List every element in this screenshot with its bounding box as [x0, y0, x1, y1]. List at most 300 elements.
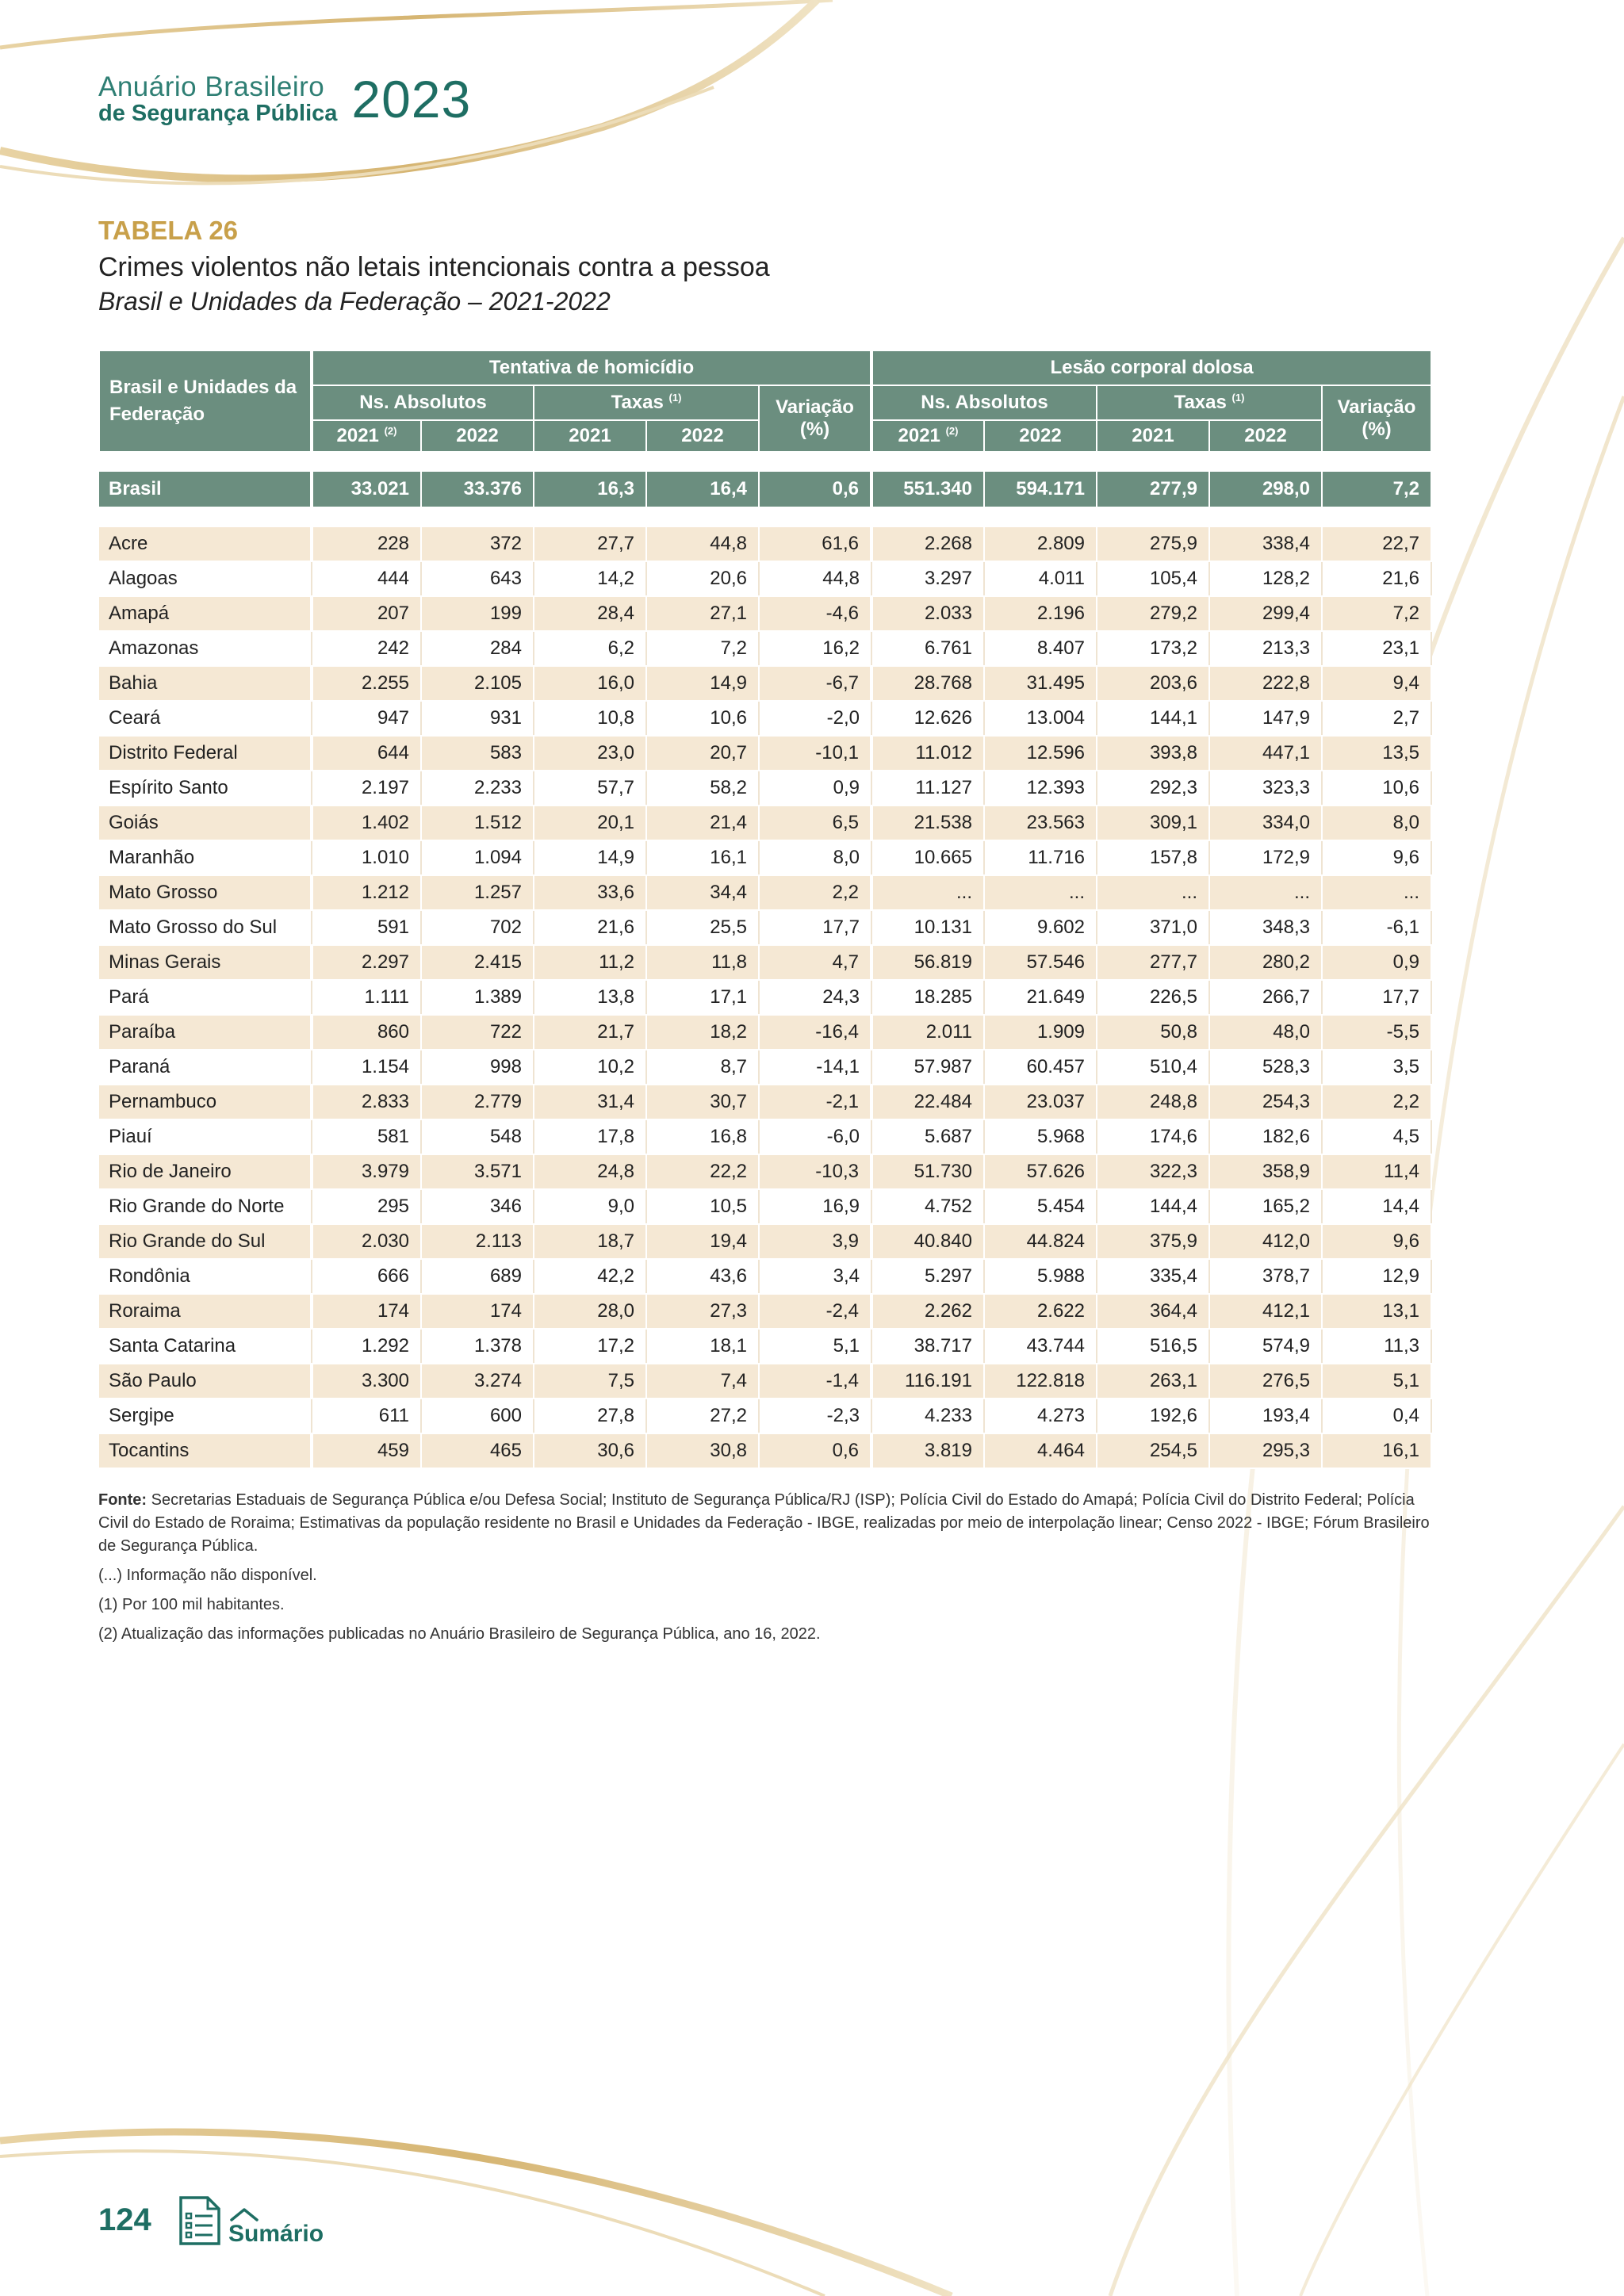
- group-header-tentativa: Tentativa de homicídio: [312, 350, 871, 385]
- table-cell: 644: [312, 736, 421, 771]
- table-title: Crimes violentos não letais intencionais contra a pessoa: [98, 252, 770, 282]
- table-cell: 18.285: [871, 980, 984, 1015]
- table-cell: 18,1: [646, 1329, 759, 1364]
- table-cell: -2,3: [759, 1399, 871, 1433]
- table-cell: 3.274: [421, 1364, 534, 1399]
- table-cell: 277,9: [1097, 472, 1209, 507]
- table-cell: 372: [421, 527, 534, 561]
- corner-header: Brasil e Unidades da Federação: [99, 350, 312, 452]
- table-cell: -5,5: [1322, 1015, 1431, 1050]
- table-cell: 11,8: [646, 945, 759, 980]
- table-cell: 44,8: [759, 561, 871, 596]
- table-cell: 931: [421, 701, 534, 736]
- table-cell: 30,7: [646, 1085, 759, 1119]
- table-cell: 20,6: [646, 561, 759, 596]
- table-cell: 10,6: [1322, 771, 1431, 806]
- table-cell: 364,4: [1097, 1294, 1209, 1329]
- table-cell: 0,6: [759, 1433, 871, 1468]
- table-cell: 4.752: [871, 1189, 984, 1224]
- table-cell: 56.819: [871, 945, 984, 980]
- row-label: São Paulo: [99, 1364, 312, 1399]
- row-label: Pernambuco: [99, 1085, 312, 1119]
- table-cell: 11,2: [534, 945, 646, 980]
- table-cell: 2.197: [312, 771, 421, 806]
- table-cell: 16,3: [534, 472, 646, 507]
- table-row: [99, 561, 1431, 596]
- table-cell: 5.297: [871, 1259, 984, 1294]
- table-cell: 173,2: [1097, 631, 1209, 666]
- table-cell: 1.402: [312, 806, 421, 840]
- table-cell: -6,1: [1322, 910, 1431, 945]
- table-subtitle: Brasil e Unidades da Federação – 2021-2022: [98, 287, 611, 316]
- table-cell: 8.407: [984, 631, 1097, 666]
- row-label: Rio de Janeiro: [99, 1154, 312, 1189]
- row-label: Amapá: [99, 596, 312, 631]
- table-cell: 9.602: [984, 910, 1097, 945]
- table-cell: 44.824: [984, 1224, 1097, 1259]
- table-cell: 643: [421, 561, 534, 596]
- table-cell: 28,0: [534, 1294, 646, 1329]
- table-cell: 20,1: [534, 806, 646, 840]
- table-cell: 7,2: [1322, 472, 1431, 507]
- table-cell: 21.649: [984, 980, 1097, 1015]
- row-label: Minas Gerais: [99, 945, 312, 980]
- table-row: [99, 1189, 1431, 1224]
- table-cell: 0,9: [759, 771, 871, 806]
- table-cell: 5,1: [759, 1329, 871, 1364]
- table-cell: 14,9: [534, 840, 646, 875]
- table-row: [99, 1329, 1431, 1364]
- table-cell: 57.626: [984, 1154, 1097, 1189]
- table-cell: 284: [421, 631, 534, 666]
- table-cell: 9,0: [534, 1189, 646, 1224]
- table-cell: 375,9: [1097, 1224, 1209, 1259]
- table-cell: 3.979: [312, 1154, 421, 1189]
- row-label: Brasil: [99, 472, 312, 507]
- subheader-abs-1: Ns. Absolutos: [312, 385, 534, 420]
- table-cell: 16,1: [1322, 1433, 1431, 1468]
- spacer-cell: [99, 507, 1431, 527]
- table-cell: 6,2: [534, 631, 646, 666]
- table-row: [99, 1050, 1431, 1085]
- crime-table: [98, 350, 1432, 1469]
- table-cell: 11.716: [984, 840, 1097, 875]
- table-cell: 165,2: [1209, 1189, 1322, 1224]
- table-cell: 3.819: [871, 1433, 984, 1468]
- table-cell: 182,6: [1209, 1119, 1322, 1154]
- table-cell: 28.768: [871, 666, 984, 701]
- table-row: [99, 945, 1431, 980]
- table-cell: 22,2: [646, 1154, 759, 1189]
- table-cell: 323,3: [1209, 771, 1322, 806]
- table-cell: 583: [421, 736, 534, 771]
- table-cell: 1.154: [312, 1050, 421, 1085]
- table-cell: 666: [312, 1259, 421, 1294]
- table-cell: 6.761: [871, 631, 984, 666]
- table-row: [99, 875, 1431, 910]
- table-cell: 2.779: [421, 1085, 534, 1119]
- year-header: 2021 $^{(2)}$: [871, 420, 984, 452]
- table-cell: 338,4: [1209, 527, 1322, 561]
- table-cell: 2.297: [312, 945, 421, 980]
- row-label: Sergipe: [99, 1399, 312, 1433]
- table-cell: 1.909: [984, 1015, 1097, 1050]
- table-cell: 266,7: [1209, 980, 1322, 1015]
- table-cell: 358,9: [1209, 1154, 1322, 1189]
- row-label: Maranhão: [99, 840, 312, 875]
- table-cell: -6,0: [759, 1119, 871, 1154]
- note-2: (2) Atualização das informações publicadas no Anuário Brasileiro de Segurança Pública, ano 16, 2022.: [98, 1625, 821, 1643]
- subheader-var-1: Variação (%): [759, 385, 871, 452]
- table-cell: 3.571: [421, 1154, 534, 1189]
- note-source: Fonte: Secretarias Estaduais de Segurança Pública e/ou Defesa Social; Instituto de Segurança Pública/RJ (ISP); Polícia Civil do Estado do Amapá; Polícia Civil do Distrito Federal; Polícia Civil do Estado de Roraima; Estimativas da população residente no Brasil e Unidades da Federação - IBGE, realizadas por meio de interpolação linear; Censo 2022 - IBGE; Fórum Brasileiro de Segurança Pública.: [98, 1491, 1430, 1555]
- table-cell: 12.626: [871, 701, 984, 736]
- table-cell: 38.717: [871, 1329, 984, 1364]
- table-row: [99, 840, 1431, 875]
- table-cell: 11.012: [871, 736, 984, 771]
- table-cell: -2,1: [759, 1085, 871, 1119]
- table-cell: 27,2: [646, 1399, 759, 1433]
- table-cell: 279,2: [1097, 596, 1209, 631]
- table-cell: 27,8: [534, 1399, 646, 1433]
- table-cell: 228: [312, 527, 421, 561]
- table-cell: 447,1: [1209, 736, 1322, 771]
- table-cell: 444: [312, 561, 421, 596]
- table-cell: 222,8: [1209, 666, 1322, 701]
- table-cell: 43,6: [646, 1259, 759, 1294]
- row-label: Goiás: [99, 806, 312, 840]
- table-cell: 9,6: [1322, 840, 1431, 875]
- table-cell: 10.131: [871, 910, 984, 945]
- table-cell: 57.987: [871, 1050, 984, 1085]
- table-cell: 1.111: [312, 980, 421, 1015]
- table-row: [99, 1433, 1431, 1468]
- row-label: Amazonas: [99, 631, 312, 666]
- table-cell: 702: [421, 910, 534, 945]
- table-cell: 309,1: [1097, 806, 1209, 840]
- table-cell: 27,1: [646, 596, 759, 631]
- table-row: [99, 736, 1431, 771]
- table-cell: -10,3: [759, 1154, 871, 1189]
- table-cell: 292,3: [1097, 771, 1209, 806]
- table-cell: 254,3: [1209, 1085, 1322, 1119]
- group-header-lesao: Lesão corporal dolosa: [871, 350, 1431, 385]
- table-cell: 1.378: [421, 1329, 534, 1364]
- table-row-brasil: [99, 472, 1431, 507]
- table-cell: ...: [1322, 875, 1431, 910]
- table-row: [99, 1259, 1431, 1294]
- table-cell: 16,8: [646, 1119, 759, 1154]
- table-cell: 3.300: [312, 1364, 421, 1399]
- table-cell: 16,9: [759, 1189, 871, 1224]
- table-cell: 31,4: [534, 1085, 646, 1119]
- table-cell: 12,9: [1322, 1259, 1431, 1294]
- brand-line1: Anuário Brasileiro: [98, 71, 325, 102]
- table-cell: 465: [421, 1433, 534, 1468]
- year-header: 2022: [646, 420, 759, 452]
- table-cell: 193,4: [1209, 1399, 1322, 1433]
- table-cell: 31.495: [984, 666, 1097, 701]
- row-label: Paraíba: [99, 1015, 312, 1050]
- table-cell: 24,8: [534, 1154, 646, 1189]
- subheader-taxas-1: Taxas $^{(1)}$: [534, 385, 759, 420]
- sumario-label: Sumário: [228, 2221, 324, 2247]
- table-cell: 7,2: [1322, 596, 1431, 631]
- table-cell: 30,6: [534, 1433, 646, 1468]
- table-cell: 11,4: [1322, 1154, 1431, 1189]
- row-label: Roraima: [99, 1294, 312, 1329]
- table-cell: 17,7: [1322, 980, 1431, 1015]
- table-cell: 510,4: [1097, 1050, 1209, 1085]
- table-cell: 7,4: [646, 1364, 759, 1399]
- table-cell: 5.988: [984, 1259, 1097, 1294]
- table-cell: 33.021: [312, 472, 421, 507]
- table-cell: 8,0: [759, 840, 871, 875]
- row-label: Rondônia: [99, 1259, 312, 1294]
- table-cell: 192,6: [1097, 1399, 1209, 1433]
- table-cell: 1.010: [312, 840, 421, 875]
- brand-words: [98, 73, 337, 125]
- table-cell: 574,9: [1209, 1329, 1322, 1364]
- table-cell: 528,3: [1209, 1050, 1322, 1085]
- table-cell: 1.512: [421, 806, 534, 840]
- table-cell: 2.622: [984, 1294, 1097, 1329]
- table-cell: 2.113: [421, 1224, 534, 1259]
- table-cell: 516,5: [1097, 1329, 1209, 1364]
- table-cell: 280,2: [1209, 945, 1322, 980]
- table-cell: 4,7: [759, 945, 871, 980]
- table-cell: 4.464: [984, 1433, 1097, 1468]
- table-row: [99, 806, 1431, 840]
- table-cell: 203,6: [1097, 666, 1209, 701]
- table-cell: 14,9: [646, 666, 759, 701]
- table-cell: 2.011: [871, 1015, 984, 1050]
- table-cell: 21,6: [1322, 561, 1431, 596]
- brand-line2: de Segurança Pública: [98, 101, 338, 126]
- table-cell: -1,4: [759, 1364, 871, 1399]
- table-cell: 378,7: [1209, 1259, 1322, 1294]
- table-cell: 157,8: [1097, 840, 1209, 875]
- table-cell: 61,6: [759, 527, 871, 561]
- table-cell: -2,0: [759, 701, 871, 736]
- table-cell: 10.665: [871, 840, 984, 875]
- table-cell: 14,4: [1322, 1189, 1431, 1224]
- table-cell: 128,2: [1209, 561, 1322, 596]
- table-cell: 48,0: [1209, 1015, 1322, 1050]
- table-cell: 276,5: [1209, 1364, 1322, 1399]
- row-label: Paraná: [99, 1050, 312, 1085]
- table-cell: 11,3: [1322, 1329, 1431, 1364]
- row-label: Bahia: [99, 666, 312, 701]
- year-header: 2021: [534, 420, 646, 452]
- table-row: [99, 596, 1431, 631]
- table-cell: 263,1: [1097, 1364, 1209, 1399]
- table-cell: 21,4: [646, 806, 759, 840]
- row-label: Ceará: [99, 701, 312, 736]
- table-cell: 16,0: [534, 666, 646, 701]
- table-row: [99, 1294, 1431, 1329]
- table-cell: 371,0: [1097, 910, 1209, 945]
- table-row: [99, 701, 1431, 736]
- table-cell: 393,8: [1097, 736, 1209, 771]
- table-cell: 57.546: [984, 945, 1097, 980]
- table-cell: 2.833: [312, 1085, 421, 1119]
- table-row: [99, 631, 1431, 666]
- table-cell: 22.484: [871, 1085, 984, 1119]
- table-cell: 42,2: [534, 1259, 646, 1294]
- table-cell: 551.340: [871, 472, 984, 507]
- table-cell: 50,8: [1097, 1015, 1209, 1050]
- year-header: 2021: [1097, 420, 1209, 452]
- table-cell: 44,8: [646, 527, 759, 561]
- table-cell: 16,4: [646, 472, 759, 507]
- table-cell: 277,7: [1097, 945, 1209, 980]
- table-cell: 10,6: [646, 701, 759, 736]
- table-cell: 33,6: [534, 875, 646, 910]
- table-cell: ...: [871, 875, 984, 910]
- table-cell: 58,2: [646, 771, 759, 806]
- table-cell: 13,1: [1322, 1294, 1431, 1329]
- table-cell: 40.840: [871, 1224, 984, 1259]
- table-cell: 3,5: [1322, 1050, 1431, 1085]
- table-cell: 174,6: [1097, 1119, 1209, 1154]
- table-cell: 17,2: [534, 1329, 646, 1364]
- table-cell: -4,6: [759, 596, 871, 631]
- table-cell: 4,5: [1322, 1119, 1431, 1154]
- table-cell: 298,0: [1209, 472, 1322, 507]
- table-row: [99, 1015, 1431, 1050]
- table-cell: 5.454: [984, 1189, 1097, 1224]
- table-cell: 51.730: [871, 1154, 984, 1189]
- table-cell: 2.196: [984, 596, 1097, 631]
- table-body: [99, 452, 1431, 1468]
- table-cell: 12.596: [984, 736, 1097, 771]
- table-cell: 12.393: [984, 771, 1097, 806]
- note-1: (1) Por 100 mil habitantes.: [98, 1596, 285, 1613]
- table-cell: 2.033: [871, 596, 984, 631]
- table-cell: 144,1: [1097, 701, 1209, 736]
- table-cell: 199: [421, 596, 534, 631]
- table-cell: 2,2: [1322, 1085, 1431, 1119]
- table-cell: 24,3: [759, 980, 871, 1015]
- row-label: Santa Catarina: [99, 1329, 312, 1364]
- table-cell: 0,4: [1322, 1399, 1431, 1433]
- table-cell: 8,7: [646, 1050, 759, 1085]
- table-row: [99, 1085, 1431, 1119]
- table-cell: -16,4: [759, 1015, 871, 1050]
- subheader-var-2: Variação (%): [1322, 385, 1431, 452]
- table-cell: 1.292: [312, 1329, 421, 1364]
- table-cell: 25,5: [646, 910, 759, 945]
- table-row: [99, 910, 1431, 945]
- table-cell: 611: [312, 1399, 421, 1433]
- table-cell: 9,4: [1322, 666, 1431, 701]
- table-cell: 17,1: [646, 980, 759, 1015]
- table-cell: 3,9: [759, 1224, 871, 1259]
- table-cell: 2.233: [421, 771, 534, 806]
- table-cell: 275,9: [1097, 527, 1209, 561]
- table-cell: 27,7: [534, 527, 646, 561]
- table-cell: 105,4: [1097, 561, 1209, 596]
- table-cell: ...: [1097, 875, 1209, 910]
- table-cell: 1.094: [421, 840, 534, 875]
- row-label: Mato Grosso do Sul: [99, 910, 312, 945]
- table-cell: 7,5: [534, 1364, 646, 1399]
- table-cell: ...: [984, 875, 1097, 910]
- table-cell: 335,4: [1097, 1259, 1209, 1294]
- table-label: TABELA 26: [98, 216, 239, 245]
- table-cell: 346: [421, 1189, 534, 1224]
- table-cell: 0,6: [759, 472, 871, 507]
- table-cell: 34,4: [646, 875, 759, 910]
- table-cell: -6,7: [759, 666, 871, 701]
- table-row: [99, 771, 1431, 806]
- table-cell: 2.255: [312, 666, 421, 701]
- table-cell: 295: [312, 1189, 421, 1224]
- table-cell: 18,7: [534, 1224, 646, 1259]
- table-cell: 1.389: [421, 980, 534, 1015]
- table-cell: 13.004: [984, 701, 1097, 736]
- table-notes: [98, 1489, 1431, 1652]
- table-cell: 21,6: [534, 910, 646, 945]
- row-spacer: [99, 452, 1431, 472]
- table-cell: 13,8: [534, 980, 646, 1015]
- table-cell: 1.212: [312, 875, 421, 910]
- table-row: [99, 980, 1431, 1015]
- table-cell: 23,1: [1322, 631, 1431, 666]
- table-cell: 18,2: [646, 1015, 759, 1050]
- table-cell: 689: [421, 1259, 534, 1294]
- document-list-icon: [178, 2195, 222, 2247]
- table-row: [99, 1364, 1431, 1399]
- brand-logo: [98, 70, 472, 128]
- table-cell: 5,1: [1322, 1364, 1431, 1399]
- table-cell: 2,2: [759, 875, 871, 910]
- table-cell: 600: [421, 1399, 534, 1433]
- table-cell: 2.262: [871, 1294, 984, 1329]
- table-cell: 28,4: [534, 596, 646, 631]
- table-cell: 174: [421, 1294, 534, 1329]
- table-cell: 16,1: [646, 840, 759, 875]
- table-cell: 581: [312, 1119, 421, 1154]
- sumario-link[interactable]: [178, 2195, 324, 2247]
- table-cell: 4.233: [871, 1399, 984, 1433]
- table-cell: 11.127: [871, 771, 984, 806]
- table-cell: 17,8: [534, 1119, 646, 1154]
- table-cell: 174: [312, 1294, 421, 1329]
- brand-year: 2023: [351, 70, 472, 128]
- table-cell: 27,3: [646, 1294, 759, 1329]
- table-cell: 2,7: [1322, 701, 1431, 736]
- table-cell: 254,5: [1097, 1433, 1209, 1468]
- row-label: Espírito Santo: [99, 771, 312, 806]
- table-cell: 2.809: [984, 527, 1097, 561]
- table-cell: 17,7: [759, 910, 871, 945]
- table-cell: 207: [312, 596, 421, 631]
- table-row: [99, 666, 1431, 701]
- row-label: Rio Grande do Sul: [99, 1224, 312, 1259]
- table-cell: 2.105: [421, 666, 534, 701]
- table-cell: 60.457: [984, 1050, 1097, 1085]
- table-cell: 13,5: [1322, 736, 1431, 771]
- table-cell: 4.273: [984, 1399, 1097, 1433]
- table-cell: 334,0: [1209, 806, 1322, 840]
- row-label: Piauí: [99, 1119, 312, 1154]
- subheader-taxas-2: Taxas $^{(1)}$: [1097, 385, 1322, 420]
- table-cell: 22,7: [1322, 527, 1431, 561]
- year-header: 2022: [1209, 420, 1322, 452]
- table-cell: -2,4: [759, 1294, 871, 1329]
